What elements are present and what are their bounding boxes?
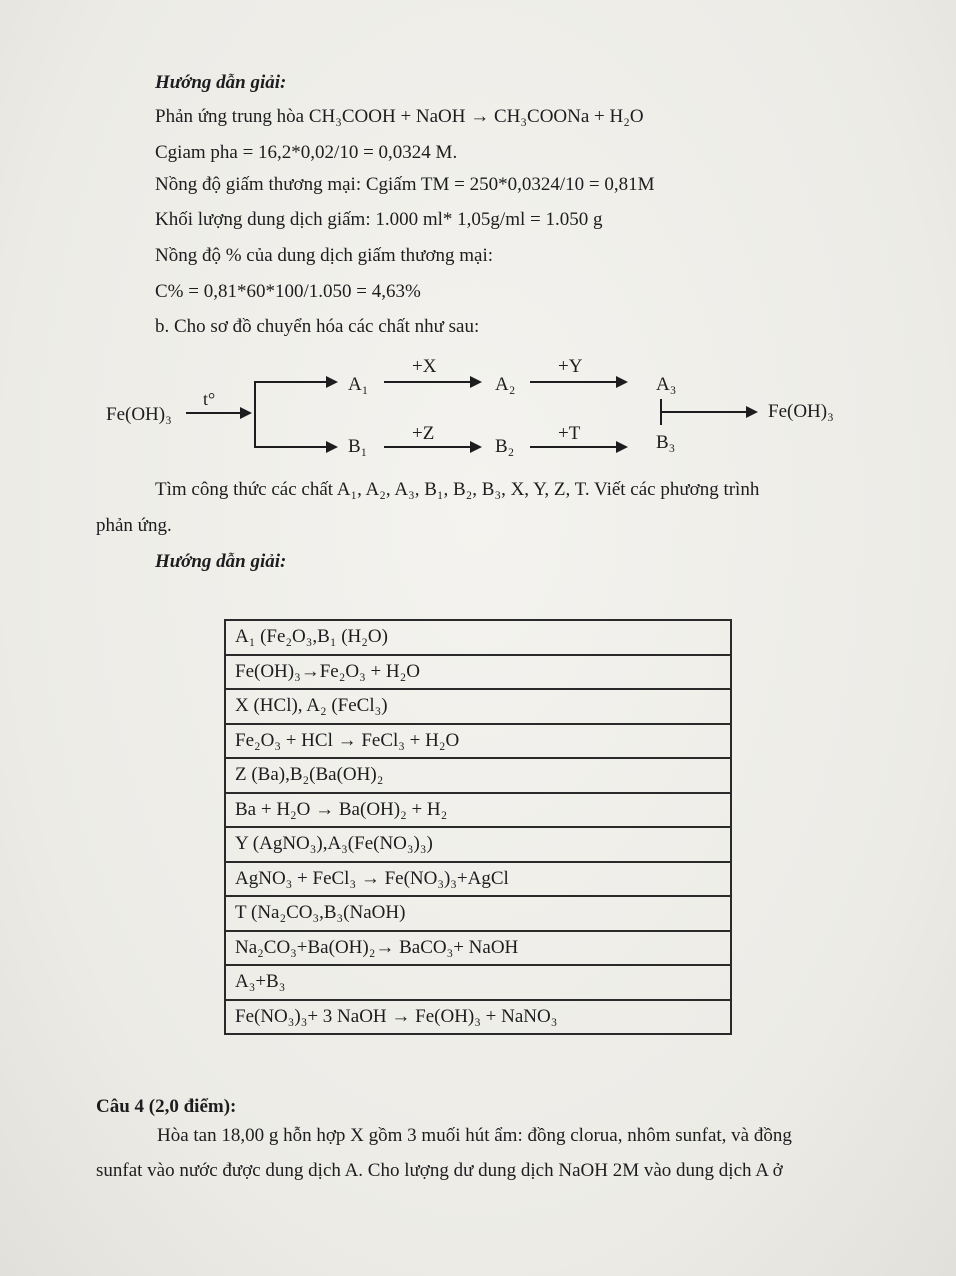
percent-label: Nồng độ % của dung dịch giấm thương mại:: [155, 245, 494, 266]
table-row: [225, 793, 731, 828]
table-row: [225, 827, 731, 862]
solution-mass: Khối lượng dung dịch giấm: 1.000 ml* 1,05g/ml = 1.050 g: [155, 209, 603, 230]
table-cell: Y (AgNO₃),A₃(Fe(NO₃)₃): [225, 827, 731, 862]
table-cell: Z (Ba),B₂(Ba(OH)₂: [225, 758, 731, 793]
b3-label: B₃: [656, 432, 676, 453]
table-cell: A₁ (Fe₂O₃,B₁ (H₂O): [225, 620, 731, 655]
bleed-through-texture: [480, 30, 880, 38]
arrow-to-b1: [254, 446, 336, 448]
a3-label: A₃: [656, 374, 677, 395]
table-row: [225, 1000, 731, 1035]
a1-label: A₁: [348, 374, 369, 395]
table-row: [225, 896, 731, 931]
arrow-b2-b3: [530, 446, 626, 448]
table-cell: Na₂CO₃+Ba(OH)₂→ BaCO₃+ NaOH: [225, 931, 731, 966]
cgiam-calc: Cgiam pha = 16,2*0,02/10 = 0,0324 M.: [155, 142, 458, 163]
task-line-2: phản ứng.: [96, 515, 172, 536]
b2-label: B₂: [495, 436, 515, 457]
arrow-to-end: [660, 411, 756, 413]
a2-label: A₂: [495, 374, 516, 395]
table-row: [225, 965, 731, 1000]
solution-table: [224, 619, 732, 1035]
table-row: [225, 758, 731, 793]
table-cell: Fe(OH)₃→Fe₂O₃ + H₂O: [225, 655, 731, 690]
heat-arrow: [186, 412, 250, 414]
neutralization-reaction: Phản ứng trung hòa CH₃COOH + NaOH → CH₃COONa + H₂O: [155, 106, 644, 127]
table-row: [225, 689, 731, 724]
start-compound: Fe(OH)₃: [106, 404, 172, 425]
guide-heading-2: Hướng dẫn giải:: [155, 551, 287, 572]
percent-formula: C% = 0,81*60*100/1.050 = 4,63%: [155, 281, 421, 302]
table-cell: AgNO₃ + FeCl₃ → Fe(NO₃)₃+AgCl: [225, 862, 731, 897]
z-label: +Z: [412, 423, 435, 444]
table-row: [225, 931, 731, 966]
table-cell: X (HCl), A₂ (FeCl₃): [225, 689, 731, 724]
task-line-1: Tìm công thức các chất A₁, A₂, A₃, B₁, B₂, B₃, X, Y, Z, T. Viết các phương trình: [155, 479, 760, 500]
table-cell: Fe₂O₃ + HCl → FeCl₃ + H₂O: [225, 724, 731, 759]
table-row: [225, 620, 731, 655]
guide-heading: Hướng dẫn giải:: [155, 72, 287, 93]
commercial-concentration: Nồng độ giấm thương mại: Cgiấm TM = 250*0,0324/10 = 0,81M: [155, 174, 655, 195]
b1-label: B₁: [348, 436, 368, 457]
table-row: [225, 862, 731, 897]
arrow-a2-a3: [530, 381, 626, 383]
arrow-b1-b2: [384, 446, 480, 448]
question-4-line-1: Hòa tan 18,00 g hỗn hợp X gồm 3 muối hút ẩm: đồng clorua, nhôm sunfat, và đồng: [157, 1125, 792, 1146]
table-cell: T (Na₂CO₃,B₃(NaOH): [225, 896, 731, 931]
table-row: [225, 724, 731, 759]
arrow-to-a1: [254, 381, 336, 383]
end-compound: Fe(OH)₃: [768, 401, 834, 422]
t-label: +T: [558, 423, 581, 444]
part-b-title: b. Cho sơ đồ chuyển hóa các chất như sau:: [155, 316, 480, 337]
split-line: [254, 381, 256, 447]
question-4-title: Câu 4 (2,0 điểm):: [96, 1096, 237, 1117]
x-label: +X: [412, 356, 437, 377]
question-4-line-2: sunfat vào nước được dung dịch A. Cho lượng dư dung dịch NaOH 2M vào dung dịch A ở: [96, 1160, 783, 1181]
table-cell: Fe(NO₃)₃+ 3 NaOH → Fe(OH)₃ + NaNO₃: [225, 1000, 731, 1035]
table-row: [225, 655, 731, 690]
y-label: +Y: [558, 356, 583, 377]
arrow-a1-a2: [384, 381, 480, 383]
table-cell: A₃+B₃: [225, 965, 731, 1000]
heat-label: t°: [203, 389, 216, 409]
table-cell: Ba + H₂O → Ba(OH)₂ + H₂: [225, 793, 731, 828]
